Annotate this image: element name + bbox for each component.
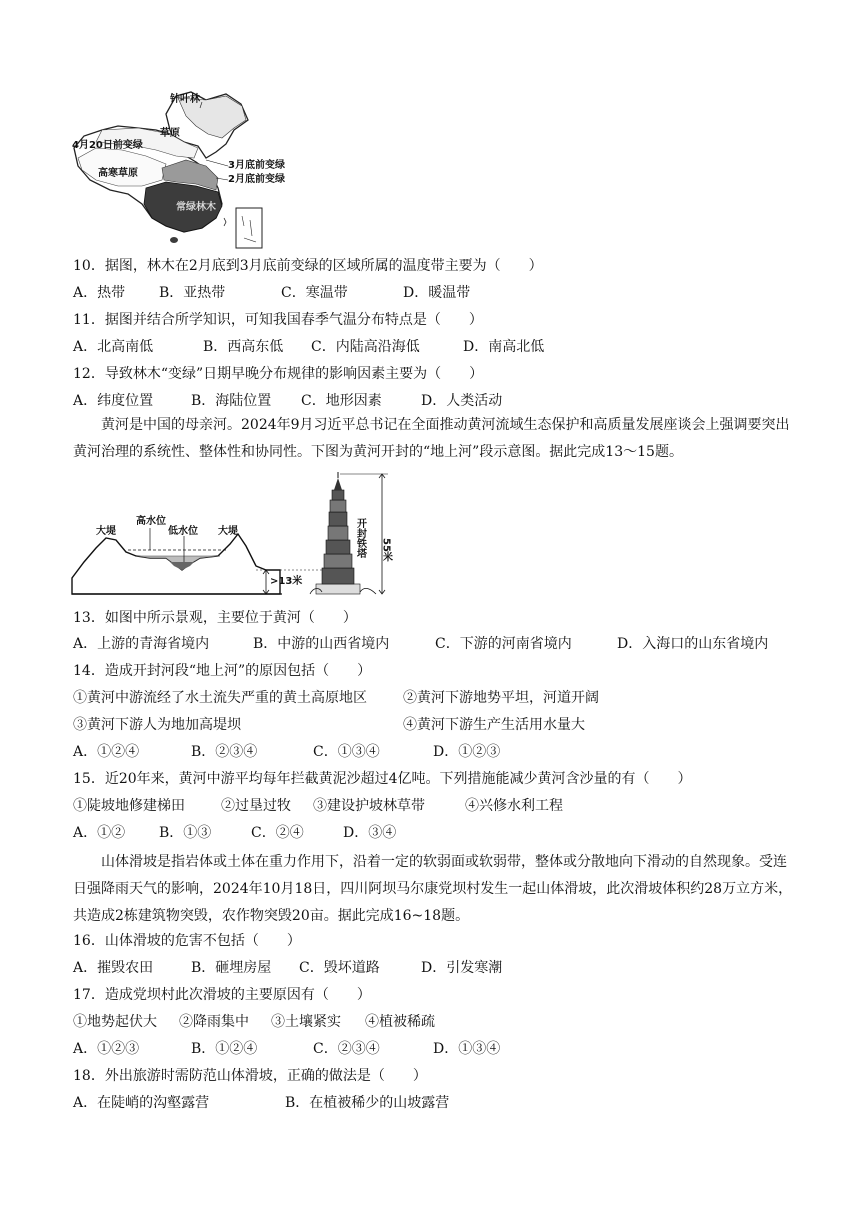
q12-options xyxy=(73,391,502,411)
q16-option-b[interactable]: B．砸埋房屋 xyxy=(191,960,272,976)
q15-item-3: ③建设护坡林草带 xyxy=(313,798,425,814)
q17-options xyxy=(73,1039,500,1059)
q18-stem: 18．外出旅游时需防范山体滑坡，正确的做法是（ ） xyxy=(73,1068,427,1084)
q11-option-a[interactable]: A．北高南低 xyxy=(73,339,154,355)
label-coniferous: 针叶林 xyxy=(170,94,200,105)
q17-item-3: ③土壤紧实 xyxy=(271,1014,341,1030)
q10-option-b[interactable]: B．亚热带 xyxy=(159,285,226,301)
label-height-55: 55米 xyxy=(380,538,392,562)
label-feb-end: 2月底前变绿 xyxy=(228,174,285,185)
label-april20: 4月20日前变绿 xyxy=(72,140,143,151)
q12-option-d[interactable]: D．人类活动 xyxy=(421,393,503,409)
q14-option-b[interactable]: B．②③④ xyxy=(191,744,258,760)
q13-options xyxy=(73,634,768,654)
q17-item-1: ①地势起伏大 xyxy=(73,1014,157,1030)
label-alpine: 高寒草原 xyxy=(98,168,138,179)
q11-stem: 11．据图并结合所学知识，可知我国春季气温分布特点是（ ） xyxy=(73,312,483,328)
q17-item-4: ④植被稀疏 xyxy=(365,1014,435,1030)
kaifeng-iron-tower xyxy=(310,472,376,594)
q16-option-a[interactable]: A．摧毁农田 xyxy=(73,960,154,976)
q17-stem: 17．造成党坝村此次滑坡的主要原因有（ ） xyxy=(73,987,371,1003)
passage-landslide: 山体滑坡是指岩体或土体在重力作用下，沿着一定的软弱面或软弱带，整体或分散地向下滑动的自然现象。受连日强降雨天气的影响，2024年10月18日，四川阿坝马尔康党坝村发生一起山体滑坡，此次滑坡体积约28万立方米，共造成2栋建筑物突毁，农作物突毁20亩。据此完成16~18题。 xyxy=(73,854,793,924)
q16-options xyxy=(73,958,502,978)
q15-stem: 15．近20年来，黄河中游平均每年拦截黄泥沙超过4亿吨。下列措施能减少黄河含沙量的有（ ） xyxy=(73,771,692,787)
q12-option-a[interactable]: A．纬度位置 xyxy=(73,393,154,409)
q17-item-2: ②降雨集中 xyxy=(179,1014,249,1030)
q12-option-c[interactable]: C．地形因素 xyxy=(301,393,382,409)
q14-item-3: ③黄河下游人为地加高堤坝 xyxy=(73,717,241,733)
q11-option-d[interactable]: D．南高北低 xyxy=(463,339,545,355)
q15-option-b[interactable]: B．①③ xyxy=(159,825,212,841)
q13-option-c[interactable]: C．下游的河南省境内 xyxy=(435,636,572,652)
label-broadleaf: 常绿林木 xyxy=(176,202,216,213)
q10-option-d[interactable]: D．暖温带 xyxy=(403,285,471,301)
q15-item-4: ④兴修水利工程 xyxy=(465,798,563,814)
q13-stem: 13．如图中所示景观，主要位于黄河（ ） xyxy=(73,610,357,626)
label-low-water: 低水位 xyxy=(168,526,198,537)
q11-option-c[interactable]: C．内陆高沿海低 xyxy=(311,339,420,355)
label-end-march: 3月底前变绿 xyxy=(228,160,285,171)
label-dike-left: 大堤 xyxy=(96,526,116,537)
q10-options xyxy=(73,283,470,303)
q16-stem: 16．山体滑坡的危害不包括（ ） xyxy=(73,933,301,949)
passage-yellow-river: 黄河是中国的母亲河。2024年9月习近平总书记在全面推动黄河流域生态保护和高质量发展座谈会上强调要突出黄河治理的系统性、整体性和协同性。下图为黄河开封的“地上河”段示意图。据此完成13～15题。 xyxy=(73,417,790,460)
q15-options xyxy=(73,823,396,843)
q15-option-a[interactable]: A．①② xyxy=(73,825,126,841)
south-china-sea-inset xyxy=(236,208,262,248)
q15-item-2: ②过垦过牧 xyxy=(221,798,291,814)
q13-option-d[interactable]: D．入海口的山东省境内 xyxy=(617,636,769,652)
china-greening-map xyxy=(66,86,286,252)
q17-items xyxy=(73,1012,435,1032)
q15-option-d[interactable]: D．③④ xyxy=(343,825,397,841)
q14-items-row2 xyxy=(73,715,585,735)
q11-option-b[interactable]: B．西高东低 xyxy=(203,339,284,355)
label-tower: 开封铁塔 xyxy=(354,518,366,558)
q10-option-a[interactable]: A．热带 xyxy=(73,285,126,301)
q18-option-b[interactable]: B．在植被稀少的山坡露营 xyxy=(285,1095,450,1111)
q17-option-b[interactable]: B．①②④ xyxy=(191,1041,258,1057)
q13-option-b[interactable]: B．中游的山西省境内 xyxy=(253,636,390,652)
q12-option-b[interactable]: B．海陆位置 xyxy=(191,393,272,409)
q14-items-row1 xyxy=(73,688,599,708)
q15-item-1: ①陡坡地修建梯田 xyxy=(73,798,185,814)
q14-item-1: ①黄河中游流经了水土流失严重的黄土高原地区 xyxy=(73,690,367,706)
label-grassland: 草原 xyxy=(160,128,180,139)
q16-option-c[interactable]: C．毁坏道路 xyxy=(299,960,380,976)
q14-item-4: ④黄河下游生产生活用水量大 xyxy=(403,717,585,733)
q18-options xyxy=(73,1093,449,1113)
q15-option-c[interactable]: C．②④ xyxy=(251,825,304,841)
q14-option-c[interactable]: C．①③④ xyxy=(313,744,380,760)
above-ground-river-diagram xyxy=(70,470,400,600)
q18-option-a[interactable]: A．在陡峭的沟壑露营 xyxy=(73,1095,210,1111)
label-height-13: >13米 xyxy=(270,576,303,587)
q17-option-d[interactable]: D．①③④ xyxy=(433,1041,501,1057)
q11-options xyxy=(73,337,544,357)
q15-items xyxy=(73,796,563,816)
q13-option-a[interactable]: A．上游的青海省境内 xyxy=(73,636,210,652)
label-high-water: 高水位 xyxy=(136,516,166,527)
q12-stem: 12．导致林木“变绿”日期早晚分布规律的影响因素主要为（ ） xyxy=(73,366,484,382)
q14-stem: 14．造成开封河段“地上河”的原因包括（ ） xyxy=(73,663,372,679)
q14-option-d[interactable]: D．①②③ xyxy=(433,744,501,760)
label-dike-right: 大堤 xyxy=(218,526,238,537)
q17-option-c[interactable]: C．②③④ xyxy=(313,1041,380,1057)
q16-option-d[interactable]: D．引发寒潮 xyxy=(421,960,503,976)
q14-item-2: ②黄河下游地势平坦，河道开阔 xyxy=(403,690,599,706)
q14-options xyxy=(73,742,500,762)
q17-option-a[interactable]: A．①②③ xyxy=(73,1041,140,1057)
q14-option-a[interactable]: A．①②④ xyxy=(73,744,140,760)
q10-option-c[interactable]: C．寒温带 xyxy=(281,285,348,301)
q10-stem: 10．据图，林木在2月底到3月底前变绿的区域所属的温度带主要为（ ） xyxy=(73,258,543,274)
